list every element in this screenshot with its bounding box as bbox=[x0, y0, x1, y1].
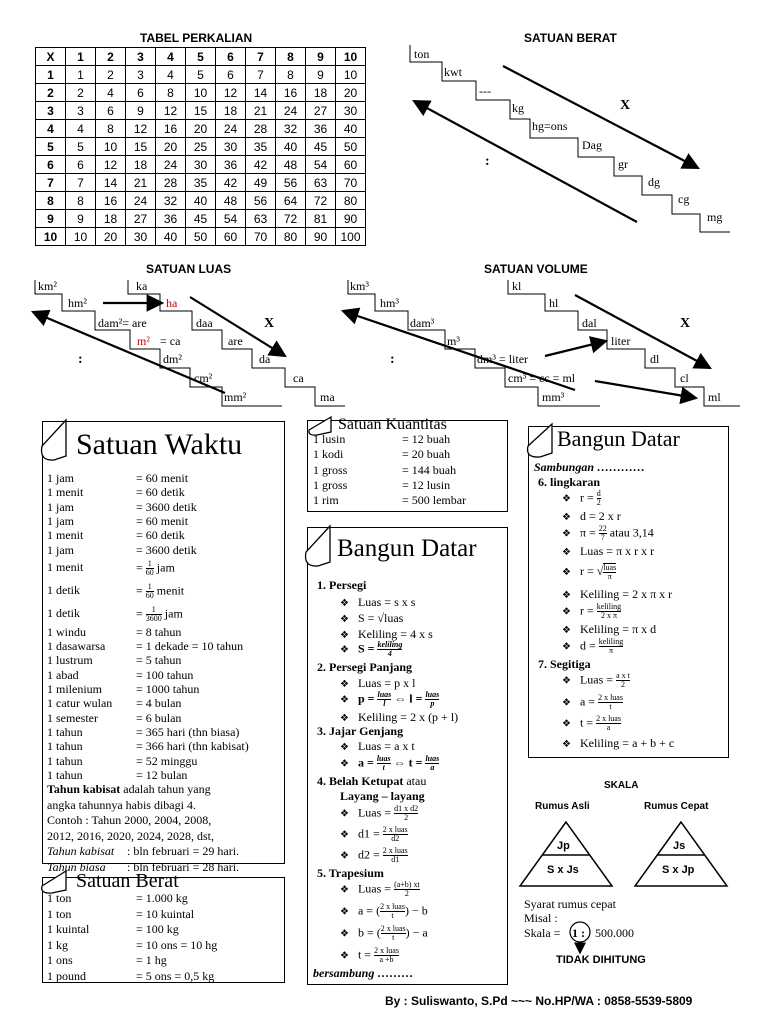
formula: a = bbox=[357, 755, 374, 770]
table-cell: 6 bbox=[36, 156, 66, 174]
table-cell: 72 bbox=[276, 210, 306, 228]
contoh-text: Contoh : Tahun 2000, 2004, 2008, bbox=[47, 813, 212, 828]
bullet-icon: ❖ bbox=[340, 829, 349, 841]
table-cell: 9 bbox=[126, 102, 156, 120]
table-cell: 6 bbox=[126, 84, 156, 102]
berat-stair-labels-label: --- bbox=[479, 84, 491, 98]
berat-row: 1 kuintal = 100 kg bbox=[47, 922, 179, 936]
table-cell: 48 bbox=[216, 192, 246, 210]
table-cell: 18 bbox=[216, 102, 246, 120]
contoh-text: 2012, 2016, 2020, 2024, 2028, dst, bbox=[47, 828, 215, 843]
berat-row: 1 ons = 1 hg bbox=[47, 953, 167, 967]
table-cell: 10 bbox=[66, 228, 96, 246]
bullet-icon: ❖ bbox=[340, 928, 349, 940]
bangun2-title: Bangun Datar bbox=[557, 426, 680, 451]
berat-stairs-title: SATUAN BERAT bbox=[524, 31, 617, 45]
table-cell: 36 bbox=[306, 120, 336, 138]
volume-div-symbol: : bbox=[390, 352, 395, 367]
skala-title: SKALA bbox=[604, 780, 639, 791]
table-cell: 21 bbox=[126, 174, 156, 192]
table-cell: 100 bbox=[336, 228, 366, 246]
table-cell: 12 bbox=[96, 156, 126, 174]
volume-labels-label: hm³ bbox=[380, 296, 399, 310]
bullet-icon: ❖ bbox=[562, 528, 571, 540]
table-cell: 40 bbox=[156, 228, 186, 246]
formula: Luas = a x t bbox=[357, 739, 415, 753]
table-cell: 3 bbox=[126, 66, 156, 84]
table-cell: 50 bbox=[336, 138, 366, 156]
persegi-heading: 1. Persegi bbox=[317, 578, 367, 592]
bullet-icon: ❖ bbox=[562, 739, 571, 750]
table-cell: 8 bbox=[66, 192, 96, 210]
waktu-frac-row: 1 detik = $\frac{1}{3600}$ jam bbox=[47, 604, 183, 623]
luas-labels-label: dam²= are bbox=[98, 316, 147, 330]
table-cell: 7 bbox=[66, 174, 96, 192]
triangle1-bottom: S x Js bbox=[547, 864, 579, 876]
luas-labels-label: dm² bbox=[163, 352, 182, 366]
table-cell: 70 bbox=[246, 228, 276, 246]
m2-eq-label: = ca bbox=[160, 334, 181, 348]
waktu-row: 1 tahun = 12 bulan bbox=[47, 767, 188, 782]
table-cell: 48 bbox=[276, 156, 306, 174]
table-cell: 63 bbox=[246, 210, 276, 228]
luas-ha-label: ha bbox=[166, 296, 178, 310]
bullet-icon: ❖ bbox=[340, 614, 349, 625]
bullet-icon: ❖ bbox=[340, 644, 349, 656]
berat-row: 1 ton = 1.000 kg bbox=[47, 891, 188, 905]
bullet-icon: ❖ bbox=[340, 850, 349, 862]
table-cell: 7 bbox=[246, 66, 276, 84]
berat-row: 1 ton = 10 kuintal bbox=[47, 906, 195, 921]
table-cell: 6 bbox=[216, 48, 246, 66]
table-cell: 10 bbox=[336, 48, 366, 66]
waktu-row: 1 tahun = 365 hari (thn biasa) bbox=[47, 724, 240, 739]
table-cell: 8 bbox=[156, 84, 186, 102]
table-cell: 8 bbox=[96, 120, 126, 138]
waktu-title: Satuan Waktu bbox=[76, 428, 243, 461]
table-cell: 12 bbox=[216, 84, 246, 102]
berat-row: 1 pound = 5 ons = 0,5 kg bbox=[47, 968, 215, 983]
berat-stair-labels-label: dg bbox=[648, 175, 660, 189]
berat-div-symbol: : bbox=[485, 154, 490, 169]
luas-title: SATUAN LUAS bbox=[146, 262, 232, 276]
table-cell: 16 bbox=[96, 192, 126, 210]
table-cell: X bbox=[36, 48, 66, 66]
bullet-icon: ❖ bbox=[562, 547, 571, 558]
table-cell: 5 bbox=[186, 48, 216, 66]
volume-labels-label: dm³ = liter bbox=[477, 352, 529, 366]
skala-value: 500.000 bbox=[595, 926, 634, 940]
table-cell: 20 bbox=[186, 120, 216, 138]
berat-box-title: Satuan Berat bbox=[76, 870, 179, 892]
table-cell: 32 bbox=[156, 192, 186, 210]
berat-stair-labels-label: cg bbox=[678, 192, 690, 206]
volume-title: SATUAN VOLUME bbox=[484, 262, 588, 276]
segitiga-heading: 7. Segitiga bbox=[538, 657, 591, 671]
table-cell: 90 bbox=[306, 228, 336, 246]
bullet-icon: ❖ bbox=[340, 713, 349, 724]
table-cell: 10 bbox=[336, 66, 366, 84]
volume-liter-label: cl bbox=[680, 371, 689, 385]
author-footer: By : Suliswanto, S.Pd ~~~ No.HP/WA : 0858-5539-5809 bbox=[385, 994, 693, 1008]
table-cell: 12 bbox=[156, 102, 186, 120]
table-cell: 60 bbox=[336, 156, 366, 174]
table-cell: 27 bbox=[306, 102, 336, 120]
table-cell: 18 bbox=[96, 210, 126, 228]
volume-labels-label: m³ bbox=[447, 334, 460, 348]
table-cell: 4 bbox=[36, 120, 66, 138]
kuantitas-row: 1 gross = 144 buah bbox=[313, 462, 457, 477]
table-cell: 18 bbox=[126, 156, 156, 174]
table-cell: 24 bbox=[276, 102, 306, 120]
table-cell: 70 bbox=[336, 174, 366, 192]
table-cell: 24 bbox=[216, 120, 246, 138]
table-cell: 35 bbox=[246, 138, 276, 156]
bullet-icon: ❖ bbox=[562, 625, 571, 636]
volume-liter-label: dl bbox=[650, 352, 660, 366]
table-cell: 1 bbox=[66, 48, 96, 66]
berat-x-symbol: X bbox=[620, 98, 631, 113]
bullet-icon: ❖ bbox=[340, 906, 349, 918]
kuantitas-row: 1 lusin = 12 buah bbox=[313, 432, 451, 446]
berat-stair-labels-label: Dag bbox=[582, 138, 602, 152]
triangle2-top: Js bbox=[673, 840, 686, 852]
formula: Keliling = 4 x s bbox=[357, 627, 433, 641]
bangun1-title: Bangun Datar bbox=[337, 535, 477, 562]
table-cell: 10 bbox=[96, 138, 126, 156]
bullet-icon: ❖ bbox=[340, 950, 349, 962]
table-cell: 8 bbox=[276, 66, 306, 84]
table-cell: 24 bbox=[126, 192, 156, 210]
luas-ha-label: ca bbox=[293, 371, 304, 385]
table-cell: 1 bbox=[36, 66, 66, 84]
rumus-cepat-label: Rumus Cepat bbox=[644, 801, 709, 812]
kuantitas-title: Satuan Kuantitas bbox=[338, 416, 447, 433]
bullet-icon: ❖ bbox=[562, 697, 571, 709]
table-cell: 80 bbox=[336, 192, 366, 210]
waktu-row: 1 menit = 60 detik bbox=[47, 485, 185, 500]
table-cell: 54 bbox=[306, 156, 336, 174]
luas-labels-label: hm² bbox=[68, 296, 87, 310]
berat-stair-labels-label: mg bbox=[707, 210, 723, 224]
tidak-dihitung-text: TIDAK DIHITUNG bbox=[556, 954, 646, 966]
waktu-row: 1 milenium = 1000 tahun bbox=[47, 682, 200, 696]
kuantitas-row: 1 gross = 12 lusin bbox=[313, 477, 451, 492]
waktu-row: 1 jam = 3600 detik bbox=[47, 542, 197, 557]
table-cell: 12 bbox=[126, 120, 156, 138]
table-cell: 40 bbox=[336, 120, 366, 138]
table-cell: 3 bbox=[36, 102, 66, 120]
bullet-icon: ❖ bbox=[340, 884, 349, 896]
table-cell: 40 bbox=[276, 138, 306, 156]
table-cell: 14 bbox=[96, 174, 126, 192]
belah-ketupat-heading: 4. Belah Ketupat bbox=[317, 774, 404, 788]
skala-triangles bbox=[520, 822, 727, 886]
fraction: $\frac{\text{keliling}}{4}$ bbox=[377, 640, 403, 658]
table-cell: 16 bbox=[156, 120, 186, 138]
berat-stair-labels-label: ton bbox=[414, 47, 430, 61]
bullet-icon: ❖ bbox=[562, 606, 571, 618]
bullet-icon: ❖ bbox=[562, 675, 571, 687]
berat-stair-labels-label: kg bbox=[512, 101, 524, 115]
kuantitas-row: 1 rim = 500 lembar bbox=[313, 493, 467, 508]
waktu-row: 1 menit = 60 detik bbox=[47, 528, 185, 543]
table-cell: 21 bbox=[246, 102, 276, 120]
volume-labels-label: dam³ bbox=[410, 316, 435, 330]
table-cell: 18 bbox=[306, 84, 336, 102]
waktu-row: 1 jam = 3600 detik bbox=[47, 499, 197, 514]
table-cell: 45 bbox=[306, 138, 336, 156]
table-cell: 80 bbox=[276, 228, 306, 246]
table-cell: 64 bbox=[276, 192, 306, 210]
table-cell: 30 bbox=[216, 138, 246, 156]
table-cell: 6 bbox=[66, 156, 96, 174]
tabel-title: TABEL PERKALIAN bbox=[140, 31, 253, 45]
table-cell: 4 bbox=[156, 66, 186, 84]
skala-circle-text: 1 : bbox=[572, 926, 585, 940]
table-cell: 28 bbox=[156, 174, 186, 192]
table-cell: 15 bbox=[126, 138, 156, 156]
table-cell: 81 bbox=[306, 210, 336, 228]
bangun1-curl-icon bbox=[300, 522, 340, 582]
table-cell: 10 bbox=[186, 84, 216, 102]
luas-ha-label: da bbox=[259, 352, 271, 366]
table-cell: 7 bbox=[36, 174, 66, 192]
volume-liter-label: dal bbox=[582, 316, 597, 330]
table-cell: 56 bbox=[246, 192, 276, 210]
formula: Luas = p x l bbox=[357, 676, 416, 690]
table-cell: 72 bbox=[306, 192, 336, 210]
bullet-icon: ❖ bbox=[340, 742, 349, 753]
table-cell: 32 bbox=[276, 120, 306, 138]
table-cell: 42 bbox=[216, 174, 246, 192]
table-cell: 24 bbox=[156, 156, 186, 174]
triangle2-bottom: S x Jp bbox=[662, 864, 695, 876]
table-cell: 2 bbox=[66, 84, 96, 102]
volume-labels-label: mm³ bbox=[542, 390, 565, 404]
luas-ha-label: ka bbox=[136, 279, 148, 293]
table-cell: 8 bbox=[276, 48, 306, 66]
table-cell: 10 bbox=[36, 228, 66, 246]
waktu-row: 1 semester = 6 bulan bbox=[47, 710, 182, 725]
skala-eq-label: Skala = bbox=[524, 926, 561, 940]
formula: S = bbox=[357, 641, 375, 656]
waktu-frac-row: 1 detik = $\frac{1}{60}$ menit bbox=[47, 581, 185, 600]
volume-liter-label: kl bbox=[512, 279, 522, 293]
kabisat-rule: Tahun kabisat : bln februari = 29 hari. bbox=[47, 844, 240, 859]
syarat-text: Syarat rumus cepat bbox=[524, 897, 616, 911]
kabisat-text: Tahun kabisat adalah tahun yang bbox=[47, 782, 211, 797]
formula: S = √luas bbox=[357, 611, 404, 625]
table-cell: 2 bbox=[96, 66, 126, 84]
table-cell: 9 bbox=[306, 48, 336, 66]
volume-liter-label: hl bbox=[549, 296, 559, 310]
table-cell: 35 bbox=[186, 174, 216, 192]
table-cell: 42 bbox=[246, 156, 276, 174]
table-cell: 54 bbox=[216, 210, 246, 228]
bullet-icon: ❖ bbox=[340, 598, 349, 609]
kabisat-text: angka tahunnya habis dibagi 4. bbox=[47, 797, 196, 812]
volume-labels-label: km³ bbox=[350, 279, 369, 293]
waktu-row: 1 tahun = 366 hari (thn kabisat) bbox=[47, 739, 249, 754]
bullet-icon: ❖ bbox=[562, 590, 571, 601]
waktu-row: 1 jam = 60 menit bbox=[47, 471, 189, 485]
table-cell: 90 bbox=[336, 210, 366, 228]
waktu-row: 1 dasawarsa = 1 dekade = 10 tahun bbox=[47, 639, 244, 654]
table-cell: 3 bbox=[126, 48, 156, 66]
berat-row: 1 kg = 10 ons = 10 hg bbox=[47, 937, 218, 952]
table-cell: 16 bbox=[276, 84, 306, 102]
kuantitas-row: 1 kodi = 20 buah bbox=[313, 447, 451, 462]
waktu-frac-row: 1 menit = $\frac{1}{60}$ jam bbox=[47, 558, 175, 577]
layang-heading: Layang – layang bbox=[340, 789, 425, 803]
formula: Luas = s x s bbox=[357, 595, 416, 609]
waktu-row: 1 catur wulan = 4 bulan bbox=[47, 696, 182, 711]
table-cell: 5 bbox=[186, 66, 216, 84]
sambungan-text: Sambungan ………… bbox=[534, 460, 646, 474]
table-cell: 14 bbox=[246, 84, 276, 102]
waktu-row: 1 jam = 60 menit bbox=[47, 513, 189, 528]
table-cell: 30 bbox=[336, 102, 366, 120]
table-cell: 45 bbox=[186, 210, 216, 228]
bullet-icon: ❖ bbox=[562, 566, 571, 578]
waktu-curl-icon bbox=[36, 416, 76, 476]
table-cell: 28 bbox=[246, 120, 276, 138]
bullet-icon: ❖ bbox=[340, 808, 349, 820]
bullet-icon: ❖ bbox=[340, 694, 349, 706]
volume-liter-label: liter bbox=[611, 334, 631, 348]
table-cell: 20 bbox=[96, 228, 126, 246]
table-cell: 4 bbox=[66, 120, 96, 138]
table-cell: 4 bbox=[156, 48, 186, 66]
table-cell: 27 bbox=[126, 210, 156, 228]
table-cell: 5 bbox=[36, 138, 66, 156]
luas-x-symbol: X bbox=[264, 316, 275, 331]
formula: p = bbox=[357, 691, 375, 706]
table-cell: 30 bbox=[126, 228, 156, 246]
table-cell: 36 bbox=[216, 156, 246, 174]
table-cell: 36 bbox=[156, 210, 186, 228]
table-cell: 56 bbox=[276, 174, 306, 192]
biasa-rule: Tahun biasa : bln februari = 28 hari. bbox=[47, 859, 240, 874]
table-cell: 4 bbox=[96, 84, 126, 102]
table-cell: 2 bbox=[96, 48, 126, 66]
luas-ha-label: ma bbox=[320, 390, 335, 404]
bullet-icon: ❖ bbox=[340, 630, 349, 641]
rumus-asli-label: Rumus Asli bbox=[535, 801, 590, 812]
waktu-row: 1 lustrum = 5 tahun bbox=[47, 653, 182, 668]
berat-stair-labels-label: gr bbox=[618, 157, 628, 171]
lingkaran-heading: 6. lingkaran bbox=[538, 475, 601, 489]
table-cell: 7 bbox=[246, 48, 276, 66]
luas-div-symbol: : bbox=[78, 352, 83, 367]
volume-liter-label: ml bbox=[708, 390, 721, 404]
luas-labels-label: cm² bbox=[194, 371, 213, 385]
table-cell: 6 bbox=[216, 66, 246, 84]
bullet-icon: ❖ bbox=[562, 641, 571, 653]
table-cell: 30 bbox=[186, 156, 216, 174]
luas-ha-label: daa bbox=[196, 316, 213, 330]
table-cell: 40 bbox=[186, 192, 216, 210]
table-cell: 49 bbox=[246, 174, 276, 192]
table-cell: 3 bbox=[66, 102, 96, 120]
bullet-icon: ❖ bbox=[340, 679, 349, 690]
bullet-icon: ❖ bbox=[562, 493, 571, 505]
volume-stairs bbox=[348, 280, 740, 406]
jajar-genjang-heading: 3. Jajar Genjang bbox=[317, 724, 404, 738]
bullet-icon: ❖ bbox=[562, 512, 571, 523]
triangle1-top: Jp bbox=[557, 840, 570, 852]
misal-text: Misal : bbox=[524, 911, 558, 925]
waktu-row: 1 tahun = 52 minggu bbox=[47, 753, 198, 768]
bullet-icon: ❖ bbox=[340, 758, 349, 770]
table-cell: 9 bbox=[36, 210, 66, 228]
formula: Keliling = 2 x (p + l) bbox=[357, 710, 459, 724]
luas-labels-label: mm² bbox=[224, 390, 247, 404]
table-cell: 5 bbox=[66, 138, 96, 156]
luas-ha-label: are bbox=[228, 334, 243, 348]
table-cell: 2 bbox=[36, 84, 66, 102]
table-cell: 6 bbox=[96, 102, 126, 120]
table-cell: 60 bbox=[216, 228, 246, 246]
table-cell: 20 bbox=[336, 84, 366, 102]
table-cell: 9 bbox=[306, 66, 336, 84]
table-cell: 25 bbox=[186, 138, 216, 156]
waktu-row: 1 abad = 100 tahun bbox=[47, 667, 194, 682]
luas-labels-label: km² bbox=[38, 279, 57, 293]
table-cell: 63 bbox=[306, 174, 336, 192]
volume-x-symbol: X bbox=[680, 316, 691, 331]
table-cell: 9 bbox=[66, 210, 96, 228]
table-cell: 50 bbox=[186, 228, 216, 246]
volume-labels-label: cm³ = cc = ml bbox=[508, 371, 576, 385]
table-cell: 8 bbox=[36, 192, 66, 210]
berat-stair-labels-label: hg=ons bbox=[532, 119, 568, 133]
table-cell: 20 bbox=[156, 138, 186, 156]
bersambung-text: bersambung ……… bbox=[313, 966, 414, 980]
persegi-panjang-heading: 2. Persegi Panjang bbox=[317, 660, 412, 674]
trapesium-heading: 5. Trapesium bbox=[317, 866, 384, 880]
waktu-row: 1 windu = 8 tahun bbox=[47, 624, 182, 639]
luas-labels-label: m² bbox=[137, 334, 150, 348]
table-cell: 15 bbox=[186, 102, 216, 120]
berat-stair-labels-label: kwt bbox=[444, 65, 462, 79]
table-cell: 1 bbox=[66, 66, 96, 84]
bullet-icon: ❖ bbox=[562, 718, 571, 730]
